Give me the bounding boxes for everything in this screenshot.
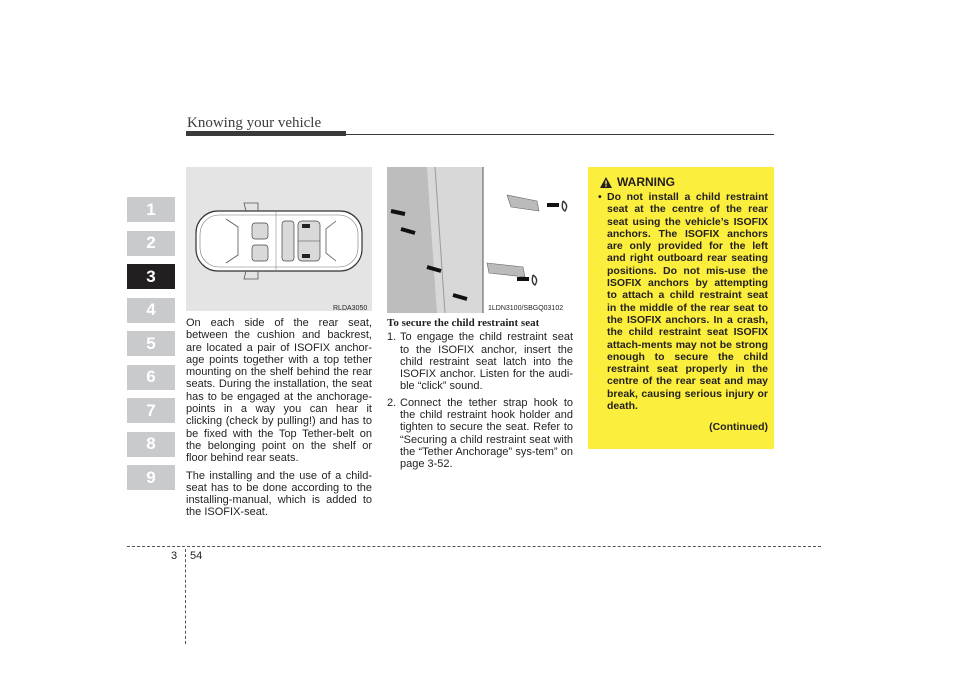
step-item (387, 331, 573, 392)
warning-box (588, 167, 774, 449)
warning-title (600, 175, 675, 189)
chapter-tab-4[interactable]: 4 (127, 298, 175, 323)
chapter-tab-9[interactable]: 9 (127, 465, 175, 490)
chapter-tab-1[interactable]: 1 (127, 197, 175, 222)
chapter-tab-7[interactable]: 7 (127, 398, 175, 423)
chapter-tabs (127, 197, 175, 499)
chapter-tab-2[interactable]: 2 (127, 231, 175, 256)
figure2-caption: 1LDN3100/SBGQ03102 (488, 305, 564, 312)
footer-rule (127, 546, 821, 547)
chapter-tab-6[interactable]: 6 (127, 365, 175, 390)
step-number: 1. (387, 331, 397, 344)
chapter-tab-8[interactable]: 8 (127, 432, 175, 457)
footer-page-number: 54 (190, 550, 203, 562)
warning-triangle-icon (600, 177, 612, 188)
page-header-title: Knowing your vehicle (187, 115, 322, 131)
warning-title-text: WARNING (617, 175, 675, 189)
isofix-intro-column (186, 317, 372, 524)
car-top-view-illustration (186, 167, 372, 311)
warning-text: Do not install a child restraint seat at the centre of the rear seat using the vehicle’s ISOFIX anchors. The ISOFIX anchors are only provided for the left and right outboard rear seating positions. Do not mis-use the ISOFIX anchors by attempting to attach a child restraint seat in the middle of the rear seat to the ISOFIX anchors. In a crash, the child restraint seat ISOFIX attach-ments may not be strong enough to secure the child restraint seat properly in the centre of the rear seat and may break, causing serious injury or death. (607, 191, 768, 413)
step-text: To engage the child restraint seat to the ISOFIX anchor, insert the child restraint seat latch into the ISOFIX anchor. Listen for the audi-ble “click” sound. (400, 331, 573, 393)
step-text: Connect the tether strap hook to the child restraint hook holder and tighten to secure the seat. Refer to “Securing a child restraint seat with the “Tether Anchorage” sys-tem” on page 3-52. (400, 396, 573, 471)
car-top-view-figure (186, 167, 372, 311)
warning-body (598, 191, 768, 412)
isofix-anchor-illustration (387, 167, 573, 313)
step-number: 2. (387, 396, 397, 409)
chapter-tab-3[interactable]: 3 (127, 264, 175, 289)
header-rule (346, 134, 774, 135)
warning-continued: (Continued) (709, 421, 768, 433)
header-bar (186, 131, 346, 136)
footer-vertical-rule (185, 549, 186, 644)
isofix-install-paragraph: The installing and the use of a child-seat has to be done according to the installing-manual, which is added to the ISOFIX-seat. (186, 469, 372, 519)
secure-seat-subheading: To secure the child restraint seat (387, 317, 540, 329)
step-item (387, 397, 573, 471)
isofix-intro-paragraph: On each side of the rear seat, between the cushion and backrest, are located a pair of ISOFIX anchor-age points together with a top tether mounting on the shelf behind the rear seats. During the installation, the seat has to be engaged at the anchorage-points in a way you can hear it clicking (check by pulling!) and has to be fixed with the Top Tether-belt on the belonging point on the shelf or floor behind rear seats. (186, 317, 372, 465)
secure-seat-column (387, 317, 573, 475)
footer-chapter-number: 3 (171, 550, 178, 562)
chapter-tab-5[interactable]: 5 (127, 331, 175, 356)
warning-bullet: • (598, 191, 602, 203)
isofix-anchor-figure (387, 167, 573, 313)
figure1-caption: RLDA3050 (333, 305, 368, 312)
